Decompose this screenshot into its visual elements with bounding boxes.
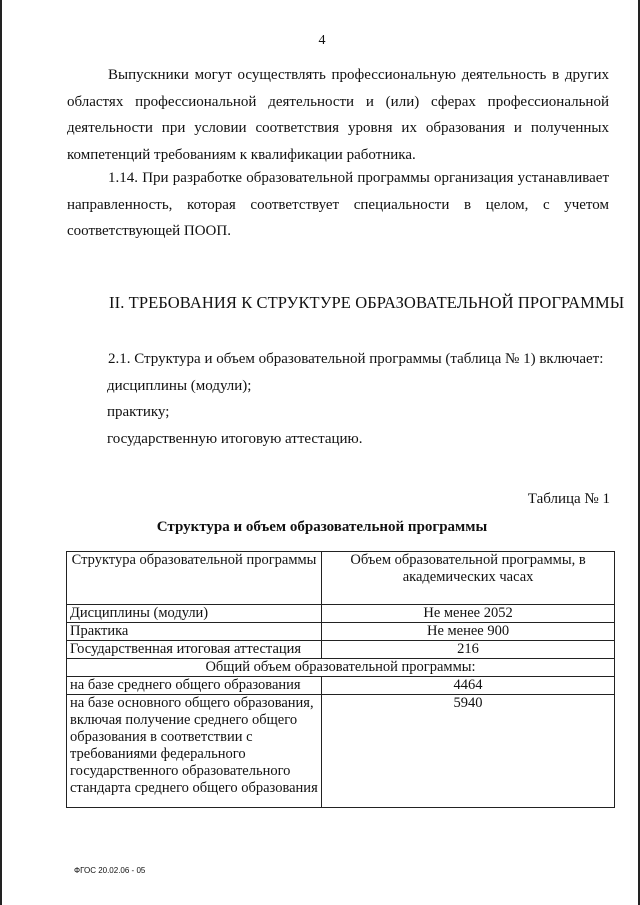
table-row	[67, 605, 615, 623]
list-item: практику;	[107, 404, 170, 420]
section-lead: 2.1. Структура и объем образовательной программы (таблица № 1) включает:	[108, 351, 604, 367]
header-cell-volume: Объем образовательной программы, в академических часах	[322, 552, 615, 605]
page-number: 4	[318, 33, 326, 48]
list-item: дисциплины (модули);	[107, 377, 252, 394]
table-row	[67, 641, 615, 659]
row-label: на базе среднего общего образования	[67, 677, 322, 695]
row-value: 5940	[322, 695, 615, 808]
row-value: 4464	[322, 677, 615, 695]
row-label: Государственная итоговая аттестация	[67, 641, 322, 659]
header-cell-structure: Структура образовательной программы	[67, 552, 322, 605]
section-list	[67, 346, 612, 452]
row-label: на базе основного общего образования, включая получение среднего общего образования в соответствии с требованиями федерального государственного образовательного стандарта среднего общего образования	[67, 695, 322, 808]
row-value: Не менее 2052	[322, 605, 615, 623]
table-label: Таблица № 1	[527, 491, 610, 507]
table-row	[67, 695, 615, 808]
table-row	[67, 623, 615, 641]
footer-code: ФГОС 20.02.06 - 05	[74, 866, 146, 875]
paragraph-graduates: Выпускники могут осуществлять профессиональную деятельность в других областях профессиональной деятельности и (или) сферах профессиональной деятельности при условии соответствия уровня их образования и полученных компетенций требованиям к квалификации работника.	[67, 67, 609, 163]
table-title: Структура и объем образовательной программы	[156, 519, 488, 535]
total-label: Общий объем образовательной программы:	[67, 659, 615, 677]
row-label: Дисциплины (модули)	[67, 605, 322, 623]
row-label: Практика	[67, 623, 322, 641]
list-item: государственную итоговую аттестацию.	[107, 430, 363, 447]
structure-table	[66, 551, 615, 808]
table-header-row	[67, 552, 615, 605]
section-title: II. ТРЕБОВАНИЯ К СТРУКТУРЕ ОБРАЗОВАТЕЛЬНОЙ ПРОГРАММЫ	[109, 293, 625, 312]
row-value: Не менее 900	[322, 623, 615, 641]
paragraph-1-14: 1.14. При разработке образовательной программы организация устанавливает направленность, которая соответствует специальности в целом, с учетом соответствующей ПООП.	[67, 170, 609, 239]
table-row	[67, 677, 615, 695]
table-total-row	[67, 659, 615, 677]
row-value: 216	[322, 641, 615, 659]
